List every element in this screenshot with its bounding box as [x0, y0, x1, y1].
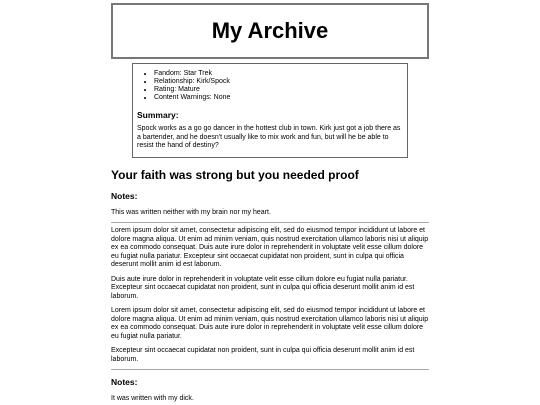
body-paragraph: Lorem ipsum dolor sit amet, consectetur adipiscing elit, sed do eiusmod tempor incididunt ut labore et dolore magna aliqua. Ut enim ad minim veniam, quis nostrud exercitation ullamco laboris nisi ut aliquip ex ea commodo consequat. Duis aute irure dolor in reprehenderit in voluptate velit esse cillum dolore eu fugiat nulla pariatur. Excepteur sint occaecat cupidatat non proident, sunt in culpa qui officia deserunt mollit anim id est laborum.: [111, 227, 429, 268]
notes-divider: [111, 222, 429, 223]
body-paragraph: Duis aute irure dolor in reprehenderit in voluptate velit esse cillum dolore eu fugiat nulla pariatur. Excepteur sint occaecat cupidatat non proident, sunt in culpa qui officia deserunt mollit anim id est laborum.: [111, 275, 415, 300]
notes-text: This was written neither with my brain nor my heart.: [111, 208, 271, 216]
work-tags-list: [137, 70, 403, 102]
work-meta-box: [132, 63, 408, 158]
end-notes-heading: Notes:: [111, 377, 138, 387]
body-paragraph: Excepteur sint occaecat cupidatat non proident, sunt in culpa qui officia deserunt mollit anim id est laborum.: [111, 347, 415, 363]
relationship-tag: • Relationship: Kirk/Spock: [154, 78, 403, 86]
site-title: My Archive: [211, 18, 329, 43]
archive-page: [111, 3, 429, 404]
summary-heading: Summary:: [137, 110, 179, 120]
end-notes-text: It was written with my dick.: [111, 395, 194, 402]
content-warnings-tag: • Content Warnings: None: [154, 94, 403, 102]
rating-tag: • Rating: Mature: [154, 86, 403, 94]
site-header: [111, 3, 429, 59]
fandom-tag: • Fandom: Star Trek: [154, 70, 403, 78]
summary-text: Spock works as a go go dancer in the hottest club in town. Kirk just got a job there as a bartender, and he doesn't usually like to mix work and fun, but will he be able to resist the hand of destiny?: [137, 125, 401, 149]
body-paragraph: Lorem ipsum dolor sit amet, consectetur adipiscing elit, sed do eiusmod tempor incididunt ut labore et dolore magna aliqua. Ut enim ad minim veniam, quis nostrud exercitation ullamco laboris nisi ut aliquip ex ea commodo consequat. Duis aute irure dolor in reprehenderit in voluptate velit esse cillum dolore eu fugiat nulla pariatur.: [111, 307, 429, 340]
chapter-title: Your faith was strong but you needed proof: [111, 167, 359, 182]
chapter-body: [111, 227, 429, 364]
end-notes-divider: [111, 369, 429, 370]
notes-heading: Notes:: [111, 190, 138, 201]
